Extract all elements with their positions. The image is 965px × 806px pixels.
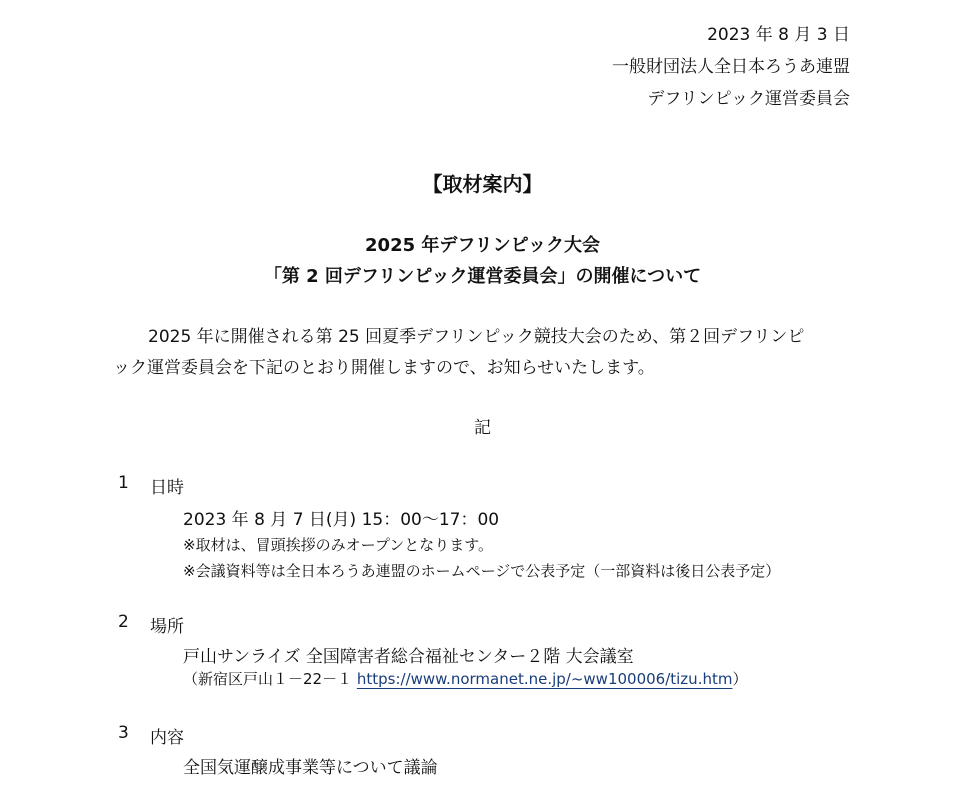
- section-heading-place: 場所: [150, 617, 184, 637]
- organization-name: 一般財団法人全日本ろうあ連盟: [612, 57, 850, 77]
- ki-marker: 記: [474, 418, 491, 438]
- place-address: [183, 668, 747, 689]
- map-link[interactable]: https://www.normanet.ne.jp/~ww100006/tizu.htm: [356, 670, 733, 688]
- subtitle-line-1: 2025 年デフリンピック大会: [365, 235, 600, 256]
- datetime-note-1: ※取材は、冒頭挨拶のみオープンとなります。: [183, 536, 494, 554]
- content-value: 全国気運醸成事業等について議論: [183, 758, 438, 778]
- section-heading-content: 内容: [150, 728, 184, 748]
- committee-name: デフリンピック運営委員会: [647, 89, 850, 109]
- section-number-3: 3: [118, 723, 129, 743]
- intro-line-1: 2025 年に開催される第 25 回夏季デフリンピック競技大会のため、第２回デフリンピ: [148, 327, 805, 347]
- document-title: 【取材案内】: [422, 172, 543, 196]
- section-number-2: 2: [118, 612, 129, 632]
- address-prefix: （新宿区戸山１－22－１: [183, 670, 357, 688]
- address-suffix: ）: [732, 670, 748, 688]
- subtitle-line-2: 「第 2 回デフリンピック運営委員会」の開催について: [263, 266, 702, 287]
- intro-line-2: ック運営委員会を下記のとおり開催しますので、お知らせいたします。: [113, 358, 655, 378]
- place-value: 戸山サンライズ 全国障害者総合福祉センター２階 大会議室: [183, 647, 634, 667]
- datetime-value: 2023 年 8 月 7 日(月) 15：00～17：00: [183, 510, 500, 530]
- section-number-1: 1: [118, 473, 129, 493]
- section-heading-datetime: 日時: [150, 478, 184, 498]
- datetime-note-2: ※会議資料等は全日本ろうあ連盟のホームページで公表予定（一部資料は後日公表予定）: [183, 562, 781, 580]
- document-date: 2023 年 8 月 3 日: [707, 25, 850, 45]
